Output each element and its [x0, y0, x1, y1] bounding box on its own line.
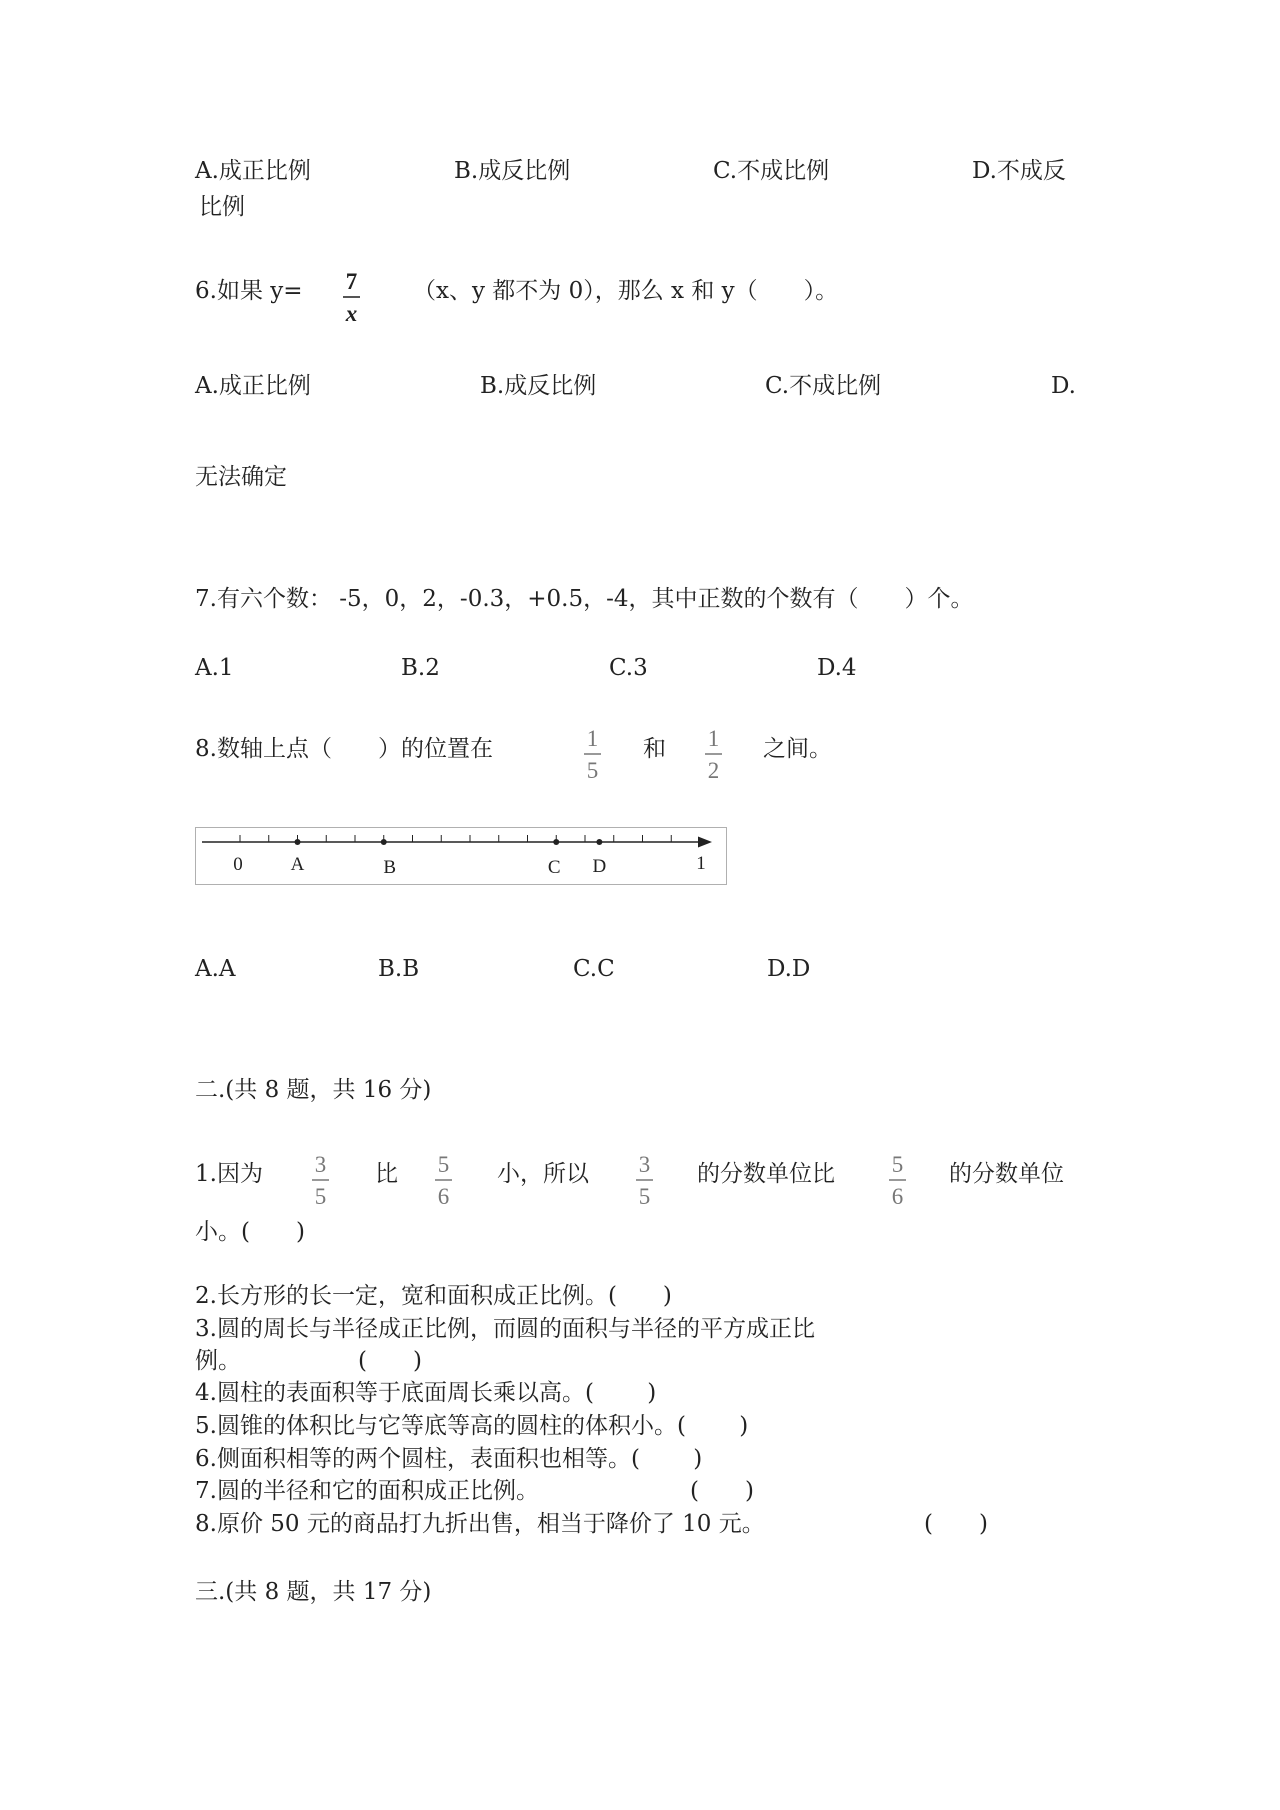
q8-option-a[interactable]: A.A	[195, 956, 236, 982]
q5-option-d[interactable]: D.不成反	[972, 158, 1066, 184]
s2-q3-line-2: 例。	[195, 1348, 241, 1374]
q7-option-a[interactable]: A.1	[195, 655, 234, 681]
s2-q7-answer-paren[interactable]: ( )	[690, 1478, 754, 1504]
q6-prefix: 6.如果 y=	[195, 278, 303, 304]
number-line-label-0: 0	[233, 854, 243, 875]
q8-fraction-2-numerator: 1	[707, 726, 720, 751]
s2-q6: 6.侧面积相等的两个圆柱，表面积也相等。( )	[195, 1446, 703, 1472]
number-line-point-c	[553, 839, 559, 845]
s2-q1-fraction-2-denominator: 6	[437, 1183, 450, 1209]
q8-prefix: 8.数轴上点（ ）的位置在	[195, 736, 493, 762]
q5-option-c[interactable]: C.不成比例	[713, 158, 830, 184]
s2-q3-answer-paren[interactable]: ( )	[358, 1348, 422, 1374]
q6-fraction-denominator: x	[345, 300, 358, 326]
q8-fraction-1	[584, 727, 601, 782]
s2-q1-fraction-2	[435, 1153, 452, 1208]
q5-option-d-continued: 比例	[199, 194, 245, 220]
s2-q1-word-2: 小，所以	[497, 1161, 589, 1187]
q5-option-b[interactable]: B.成反比例	[454, 158, 571, 184]
q6-option-c[interactable]: C.不成比例	[765, 373, 882, 399]
s2-q1-fraction-3	[636, 1153, 653, 1208]
q6-option-d[interactable]: D.	[1051, 373, 1076, 399]
s2-q4: 4.圆柱的表面积等于底面周长乘以高。( )	[195, 1380, 657, 1406]
s2-q1-fraction-1-denominator: 5	[314, 1183, 327, 1209]
number-line-label-c: C	[547, 857, 561, 878]
q6-fraction-numerator: 7	[345, 269, 358, 294]
q8-fraction-2-denominator: 2	[707, 757, 720, 783]
q7-text: 7.有六个数： -5，0，2，-0.3，+0.5，-4，其中正数的个数有（ ）个。	[195, 586, 974, 612]
fraction-bar	[435, 1179, 452, 1181]
q7-option-c[interactable]: C.3	[609, 655, 648, 681]
s2-q1-fraction-4-numerator: 5	[891, 1152, 904, 1177]
s2-q1-word-3: 的分数单位比	[697, 1161, 835, 1187]
section-3-header: 三.(共 8 题，共 17 分)	[195, 1579, 432, 1605]
q8-suffix: 之间。	[763, 736, 832, 762]
fraction-bar	[343, 296, 360, 298]
q8-and: 和	[643, 736, 666, 762]
q6-option-a[interactable]: A.成正比例	[195, 373, 311, 399]
fraction-bar	[584, 753, 601, 755]
s2-q1-fraction-4-denominator: 6	[891, 1183, 904, 1209]
q8-option-c[interactable]: C.C	[573, 956, 615, 982]
s2-q1-prefix: 1.因为	[195, 1161, 263, 1187]
q8-fraction-1-denominator: 5	[586, 757, 599, 783]
number-line-label-a: A	[290, 854, 305, 875]
s2-q1-fraction-1	[312, 1153, 329, 1208]
number-line-figure	[195, 827, 727, 887]
q6-option-b[interactable]: B.成反比例	[480, 373, 597, 399]
fraction-bar	[705, 753, 722, 755]
s2-q8: 8.原价 50 元的商品打九折出售，相当于降价了 10 元。	[195, 1511, 765, 1537]
q6-suffix: （x、y 都不为 0），那么 x 和 y（ ）。	[413, 278, 839, 304]
s2-q1-fraction-3-denominator: 5	[638, 1183, 651, 1209]
number-line-label-1: 1	[696, 853, 706, 874]
s2-q1-fraction-1-numerator: 3	[314, 1152, 327, 1177]
q7-option-d[interactable]: D.4	[817, 655, 857, 681]
s2-q8-answer-paren[interactable]: ( )	[924, 1511, 988, 1537]
q5-option-a[interactable]: A.成正比例	[195, 158, 311, 184]
q8-option-b[interactable]: B.B	[378, 956, 420, 982]
s2-q2: 2.长方形的长一定，宽和面积成正比例。( )	[195, 1283, 672, 1309]
number-line-frame	[196, 828, 727, 885]
s2-q1-fraction-4	[889, 1153, 906, 1208]
number-line-point-b	[381, 839, 387, 845]
number-line-label-b: B	[383, 857, 397, 878]
q7-option-b[interactable]: B.2	[401, 655, 440, 681]
s2-q1-fraction-3-numerator: 3	[638, 1152, 651, 1177]
q6-fraction	[343, 270, 360, 325]
s2-q1-fraction-2-numerator: 5	[437, 1152, 450, 1177]
s2-q1-line-2: 小。( )	[195, 1219, 305, 1245]
fraction-bar	[889, 1179, 906, 1181]
number-line-point-a	[295, 839, 301, 845]
s2-q7: 7.圆的半径和它的面积成正比例。	[195, 1478, 539, 1504]
q8-fraction-2	[705, 727, 722, 782]
q8-option-d[interactable]: D.D	[767, 956, 811, 982]
s2-q1-word-4: 的分数单位	[949, 1161, 1064, 1187]
section-2-header: 二.(共 8 题，共 16 分)	[195, 1077, 432, 1103]
number-line-point-d	[596, 839, 602, 845]
q6-option-d-continued: 无法确定	[195, 464, 287, 490]
q8-fraction-1-numerator: 1	[586, 726, 599, 751]
fraction-bar	[312, 1179, 329, 1181]
fraction-bar	[636, 1179, 653, 1181]
number-line-label-d: D	[592, 856, 607, 877]
s2-q5: 5.圆锥的体积比与它等底等高的圆柱的体积小。( )	[195, 1413, 749, 1439]
s2-q1-word-1: 比	[375, 1161, 398, 1187]
s2-q3-line-1: 3.圆的周长与半径成正比例，而圆的面积与半径的平方成正比	[195, 1316, 815, 1342]
